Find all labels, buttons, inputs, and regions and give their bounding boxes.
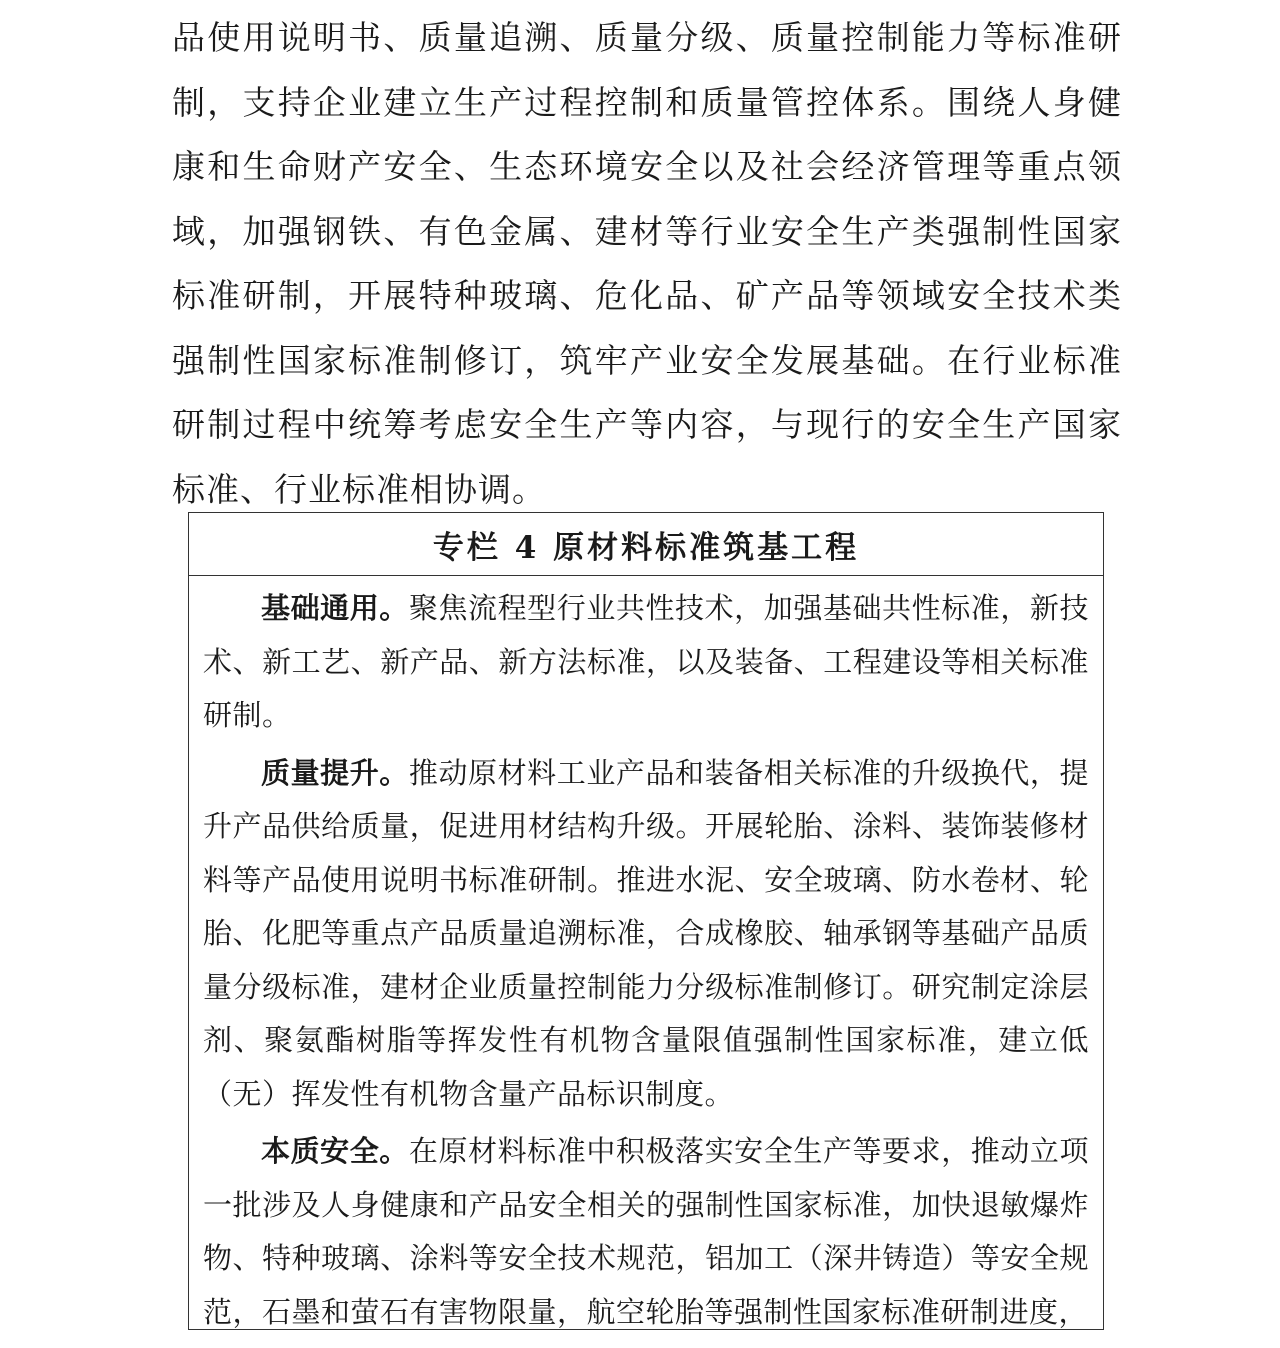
paragraph-text: 推动原材料工业产品和装备相关标准的升级换代，提升产品供给质量，促进用材结构升级。开展轮胎、涂料、装饰装修材料等产品使用说明书标准研制。推进水泥、安全玻璃、防水卷材、轮胎、化肥等重点产品质量追溯标准，合成橡胶、轴承钢等基础产品质量分级标准，建材企业质量控制能力分级标准制修订。研究制定涂层剂、聚氨酯树脂等挥发性有机物含量限值强制性国家标准，建立低（无）挥发性有机物含量产品标识制度。	[203, 755, 1089, 1111]
paragraph-text: 在原材料标准中积极落实安全生产等要求，推动立项一批涉及人身健康和产品安全相关的强制性国家标准，加快退敏爆炸物、特种玻璃、涂料等安全技术规范，铝加工（深井铸造）等安全规范，石墨和萤石有害物限量，航空轮胎等强制性国家标准研制进度，	[203, 1134, 1089, 1329]
paragraph-lead: 本质安全。	[261, 1134, 409, 1168]
box-paragraph-quality	[203, 747, 1089, 1122]
body-paragraph: 品使用说明书、质量追溯、质量分级、质量控制能力等标准研制，支持企业建立生产过程控制和质量管控体系。围绕人身健康和生命财产安全、生态环境安全以及社会经济管理等重点领域，加强钢铁、有色金属、建材等行业安全生产类强制性国家标准研制，开展特种玻璃、危化品、矿产品等领域安全技术类强制性国家标准制修订，筑牢产业安全发展基础。在行业标准研制过程中统筹考虑安全生产等内容，与现行的安全生产国家标准、行业标准相协调。	[172, 18, 1122, 509]
box-body	[189, 576, 1103, 1330]
paragraph-lead: 质量提升。	[261, 755, 409, 790]
paragraph-lead: 基础通用。	[261, 591, 409, 625]
paragraph-text: 聚焦流程型行业共性技术，加强基础共性标准，新技术、新工艺、新产品、新方法标准，以及装备、工程建设等相关标准研制。	[203, 591, 1089, 732]
box-paragraph-safety	[203, 1125, 1089, 1330]
column-box	[188, 512, 1104, 1330]
box-title: 专栏 4 原材料标准筑基工程	[189, 513, 1103, 576]
box-paragraph-basic	[203, 582, 1089, 743]
